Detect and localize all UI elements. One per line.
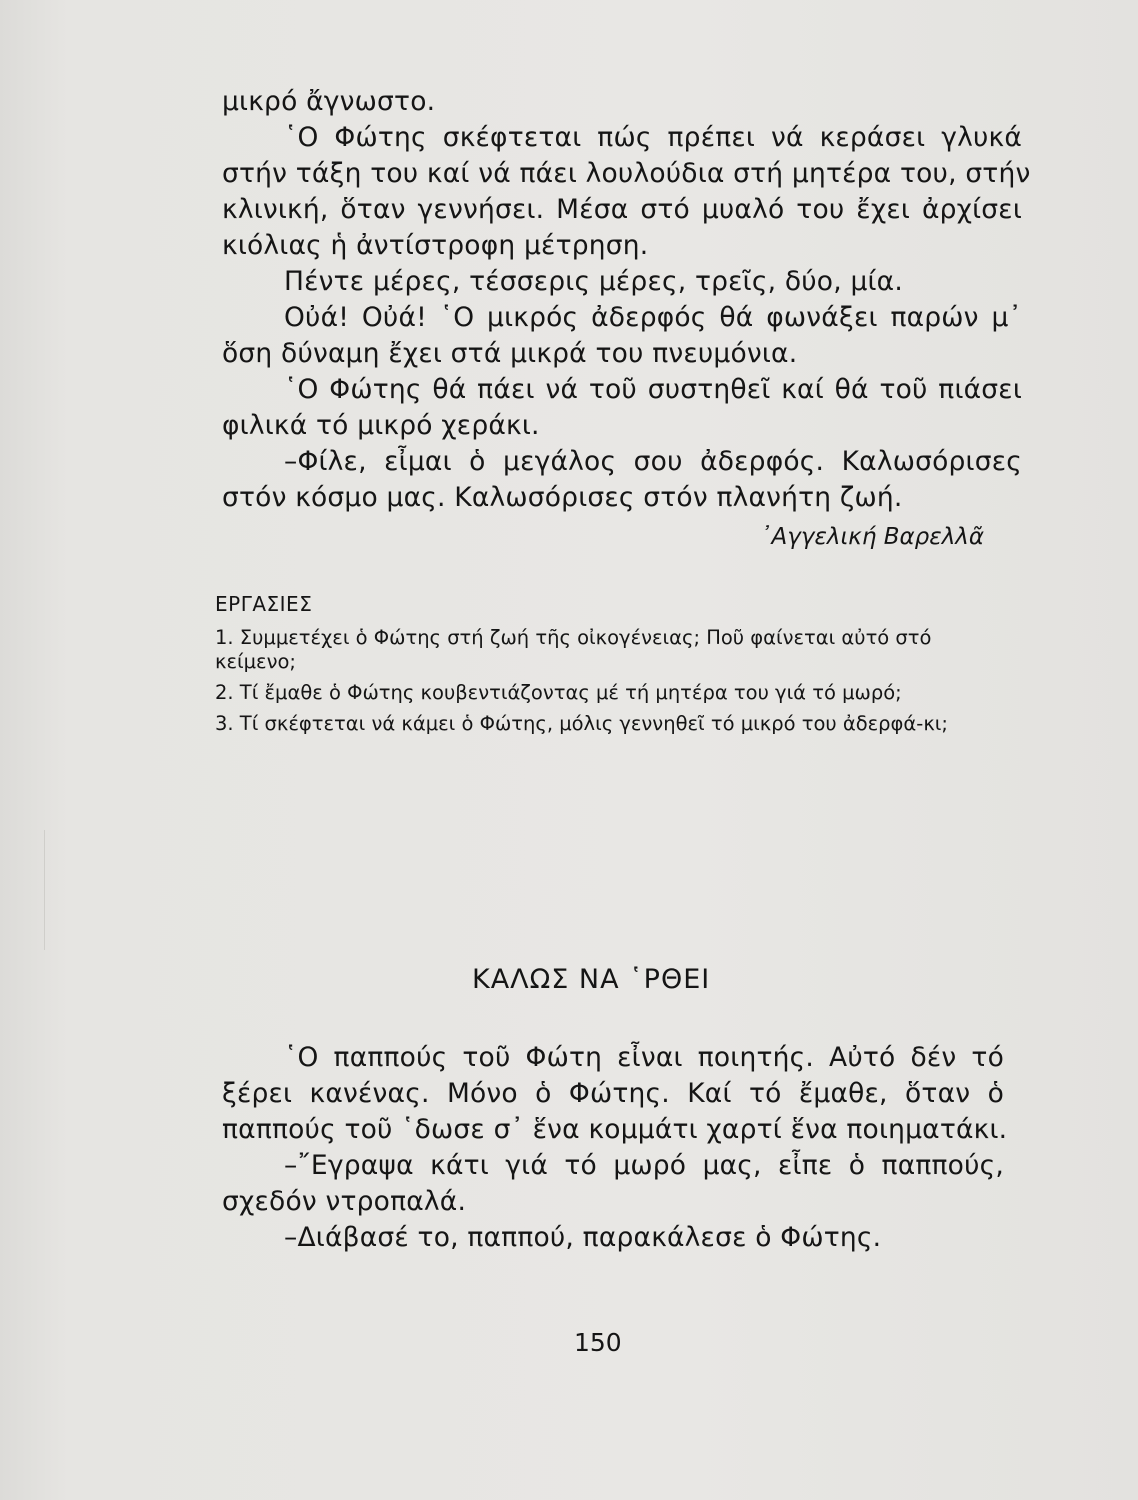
exercise-item: 2. Τί ἔμαθε ὁ Φώτης κουβεντιάζοντας μέ τή μητέρα του γιά τό μωρό; xyxy=(215,681,902,704)
text-line: –῎Εγραψα κάτι γιά τό μωρό μας, εἶπε ὁ παππούς, xyxy=(284,1150,1004,1181)
exercise-item: 3. Τί σκέφτεται νά κάμει ὁ Φώτης, μόλις γεννηθεῖ τό μικρό του ἀδερφά-κι; xyxy=(215,712,948,735)
text-line: Πέντε μέρες, τέσσερις μέρες, τρεῖς, δύο, μία. xyxy=(284,266,903,297)
text-line: παππούς τοῦ ῾δωσε σ᾽ ἕνα κομμάτι χαρτί ἕνα ποιηματάκι. xyxy=(222,1114,1008,1145)
text-line: σχεδόν ντροπαλά. xyxy=(222,1186,467,1217)
text-line: μικρό ἄγνωστο. xyxy=(222,86,436,117)
text-line: κλινική, ὅταν γεννήσει. Μέσα στό μυαλό του ἔχει ἀρχίσει xyxy=(222,194,1022,225)
text-line: φιλικά τό μικρό χεράκι. xyxy=(222,410,540,441)
text-line: Οὐά! Οὐά! ῾Ο μικρός ἀδερφός θά φωνάξει παρών μ᾽ xyxy=(284,302,1022,333)
text-line: ξέρει κανένας. Μόνο ὁ Φώτης. Καί τό ἔμαθε, ὅταν ὁ xyxy=(222,1078,1004,1109)
text-line: ῾Ο Φώτης θά πάει νά τοῦ συστηθεῖ καί θά τοῦ πιάσει xyxy=(284,374,1022,405)
text-line: κιόλιας ἡ ἀντίστροφη μέτρηση. xyxy=(222,230,649,261)
story-continuation xyxy=(222,84,1031,516)
text-line: ὅση δύναμη ἔχει στά μικρά του πνευμόνια. xyxy=(222,338,798,369)
exercises-heading: ΕΡΓΑΣΙΕΣ xyxy=(215,592,313,616)
text-line: ῾Ο παππούς τοῦ Φώτη εἶναι ποιητής. Αὐτό δέν τό xyxy=(284,1042,1004,1073)
section-title: ΚΑΛΩΣ ΝΑ ῾ΡΘΕΙ xyxy=(472,964,711,995)
exercises-list xyxy=(215,626,1015,743)
page-edge-mark xyxy=(44,830,45,950)
text-line: –Διάβασέ το, παππού, παρακάλεσε ὁ Φώτης. xyxy=(284,1222,882,1253)
page-number: 150 xyxy=(574,1328,622,1357)
text-line: στόν κόσμο μας. Καλωσόρισες στόν πλανήτη ζωή. xyxy=(222,482,903,513)
text-line: –Φίλε, εἶμαι ὁ μεγάλος σου ἀδερφός. Καλωσόρισες xyxy=(284,446,1022,477)
author-signature: ᾽Αγγελική Βαρελλᾶ xyxy=(760,524,985,550)
new-story xyxy=(222,1040,1008,1256)
text-line: ῾Ο Φώτης σκέφτεται πώς πρέπει νά κεράσει γλυκά xyxy=(284,122,1022,153)
text-line: στήν τάξη του καί νά πάει λουλούδια στή μητέρα του, στήν xyxy=(222,158,1031,189)
exercise-item: 1. Συμμετέχει ὁ Φώτης στή ζωή τῆς οἰκογένειας; Ποῦ φαίνεται αὐτό στό κείμενο; xyxy=(215,626,932,673)
